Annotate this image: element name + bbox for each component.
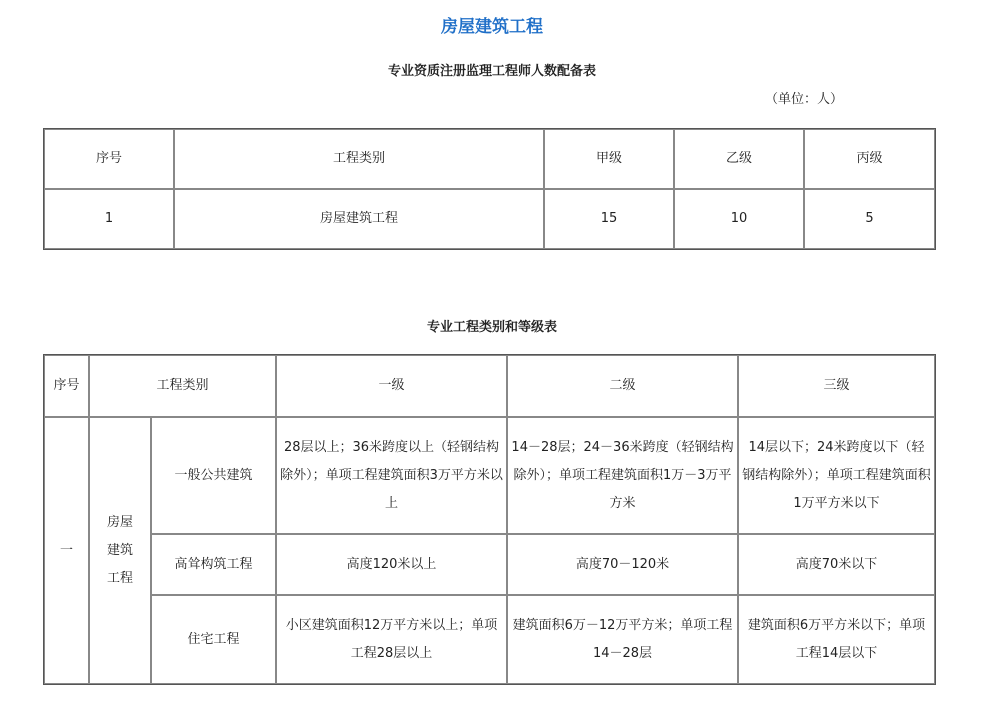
cell-grade-b-count: 10 xyxy=(674,189,804,249)
staffing-table-header-row xyxy=(44,129,935,189)
grade1-cell: 高度120米以上 xyxy=(276,534,507,595)
table-row xyxy=(44,534,935,595)
header-cell-grade2: 二级 xyxy=(507,355,738,417)
header-cell-grade-a: 甲级 xyxy=(544,129,674,189)
grade3-cell: 14层以下；24米跨度以下（轻钢结构除外）；单项工程建筑面积1万平方米以下 xyxy=(738,417,935,534)
table-row xyxy=(44,189,935,249)
grade1-cell: 28层以上；36米跨度以上（轻钢结构除外）；单项工程建筑面积3万平方米以上 xyxy=(276,417,507,534)
group-category-line: 工程 xyxy=(106,570,133,586)
cell-category: 房屋建筑工程 xyxy=(174,189,544,249)
subcategory-cell: 高耸构筑工程 xyxy=(151,534,276,595)
group-category-line: 建筑 xyxy=(106,542,133,558)
unit-note: （单位：人） xyxy=(765,92,844,107)
subcategory-cell: 一般公共建筑 xyxy=(151,417,276,534)
group-category-line: 房屋 xyxy=(106,514,133,530)
grade-table-title: 专业工程类别和等级表 xyxy=(426,320,557,335)
grade1-cell: 小区建筑面积12万平方米以上；单项工程28层以上 xyxy=(276,595,507,684)
grade3-cell: 建筑面积6万平方米以下；单项工程14层以下 xyxy=(738,595,935,684)
grade2-cell: 14－28层；24－36米跨度（轻钢结构除外）；单项工程建筑面积1万－3万平方米 xyxy=(507,417,738,534)
page-title: 房屋建筑工程 xyxy=(441,17,543,37)
header-cell-grade1: 一级 xyxy=(276,355,507,417)
header-cell-grade3: 三级 xyxy=(738,355,935,417)
header-cell-category: 工程类别 xyxy=(89,355,276,417)
header-cell-index: 序号 xyxy=(44,129,174,189)
staffing-table xyxy=(43,128,936,250)
subcategory-cell: 住宅工程 xyxy=(151,595,276,684)
cell-grade-a-count: 15 xyxy=(544,189,674,249)
cell-index: 1 xyxy=(44,189,174,249)
header-cell-category: 工程类别 xyxy=(174,129,544,189)
table-row xyxy=(44,595,935,684)
grade2-cell: 高度70－120米 xyxy=(507,534,738,595)
header-cell-index: 序号 xyxy=(44,355,89,417)
grade3-cell: 高度70米以下 xyxy=(738,534,935,595)
header-cell-grade-c: 丙级 xyxy=(804,129,935,189)
group-index-cell: 一 xyxy=(44,417,89,684)
table-row xyxy=(44,417,935,534)
staffing-table-title: 专业资质注册监理工程师人数配备表 xyxy=(387,64,596,79)
grade-table-header-row xyxy=(44,355,935,417)
header-cell-grade-b: 乙级 xyxy=(674,129,804,189)
group-category-cell xyxy=(89,417,151,684)
grade2-cell: 建筑面积6万－12万平方米；单项工程14－28层 xyxy=(507,595,738,684)
cell-grade-c-count: 5 xyxy=(804,189,935,249)
grade-table xyxy=(43,354,936,685)
